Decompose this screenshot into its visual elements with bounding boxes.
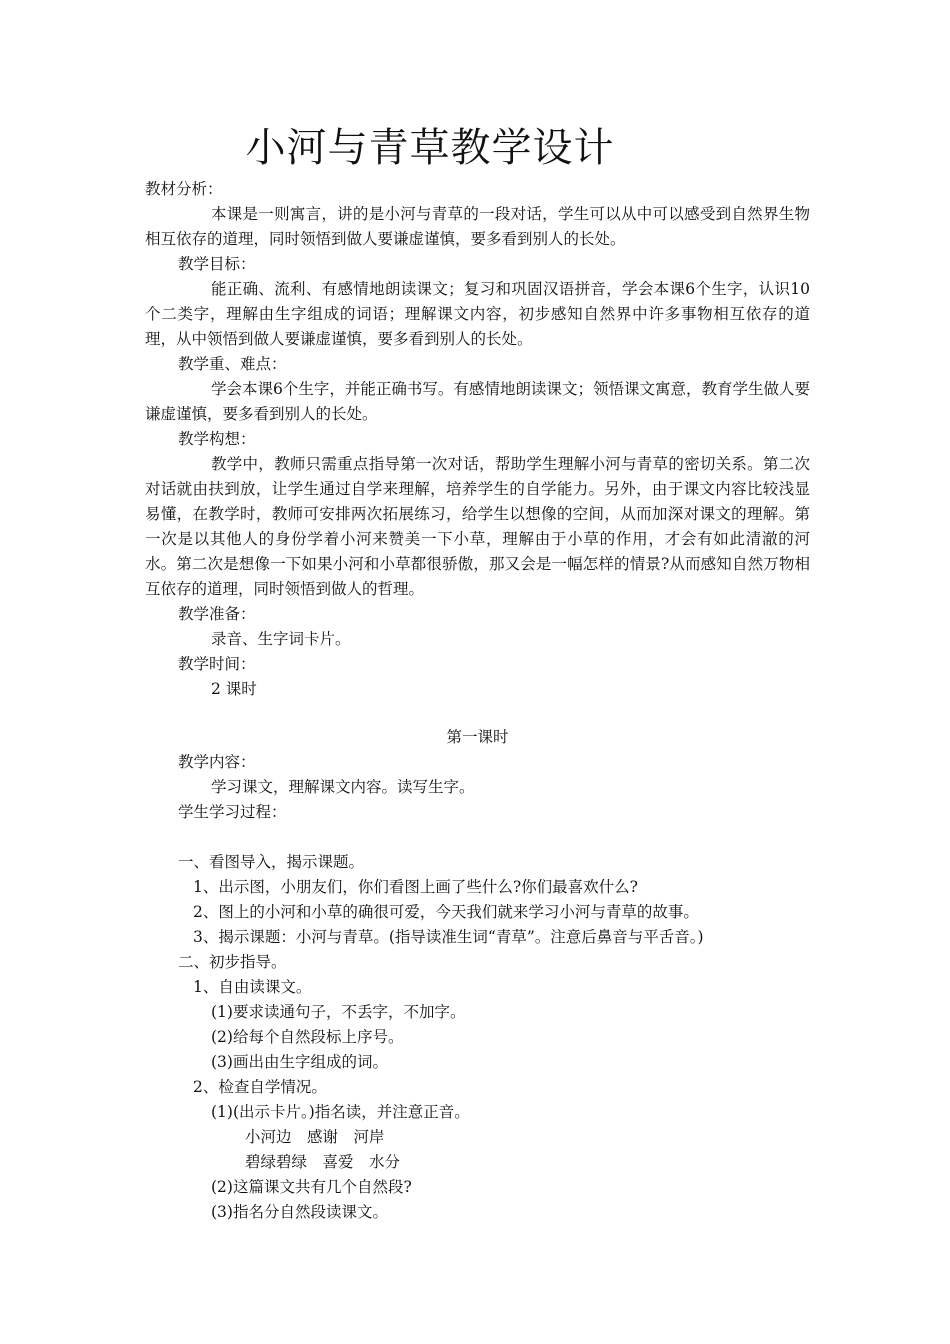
section-one: 一、看图导入，揭示课题。 [178,853,365,871]
key-heading: 教学重、难点： [178,355,287,373]
key-text: 学会本课6个生字，并能正确书写。有感情地朗读课文；领悟课文寓意，教育学生做人要谦虚谨慎，要多看到别人的长处。 [145,380,810,423]
word-list-1: 小河边 感谢 河岸 [245,1128,385,1146]
content-text: 学习课文，理解课文内容。读写生字。 [211,778,475,796]
section-two-item-2: 2、检查自学情况。 [193,1078,327,1096]
time-heading: 教学时间： [178,655,256,673]
goals-heading: 教学目标： [178,255,256,273]
section-two-item-2b: (2)这篇课文共有几个自然段? [211,1178,412,1196]
time-text: 2 课时 [211,680,257,698]
analysis-text: 本课是一则寓言，讲的是小河与青草的一段对话，学生可以从中可以感受到自然界生物相互依存的道理，同时领悟到做人要谦虚谨慎，要多看到别人的长处。 [145,205,810,248]
section-one-item-2: 2、图上的小河和小草的确很可爱，今天我们就来学习小河与青草的故事。 [193,903,699,921]
concept-text: 教学中，教师只需重点指导第一次对话，帮助学生理解小河与青草的密切关系。第二次对话就由扶到放，让学生通过自学来理解，培养学生的自学能力。另外，由于课文内容比较浅显易懂，在教学时，教师可安排两次拓展练习，给学生以想像的空间，从而加深对课文的理解。第一次是以其他人的身份学着小河来赞美一下小草，理解由于小草的作用，才会有如此清澈的河水。第二次是想像一下如果小河和小草都很骄傲，那又会是一幅怎样的情景?从而感知自然万物相互依存的道理，同时领悟到做人的哲理。 [145,455,810,598]
word-list-2: 碧绿碧绿 喜爱 水分 [245,1153,401,1171]
page-title: 小河与青草教学设计 [245,125,615,171]
section-two-item-1c: (3)画出由生字组成的词。 [211,1053,388,1071]
concept-heading: 教学构想： [178,430,256,448]
section-one-item-1: 1、出示图，小朋友们，你们看图上画了些什么?你们最喜欢什么? [193,878,638,896]
process-heading: 学生学习过程： [178,803,287,821]
content-heading: 教学内容： [178,753,256,771]
section-two: 二、初步指导。 [178,953,287,971]
lesson-one-heading: 第一课时 [446,728,509,746]
analysis-heading: 教材分析： [145,180,223,198]
section-one-item-3: 3、揭示课题：小河与青草。(指导读准生词“青草”。注意后鼻音与平舌音。) [193,928,704,946]
section-two-item-1a: (1)要求读通句子，不丢字，不加字。 [211,1003,466,1021]
section-two-item-2c: (3)指名分自然段读课文。 [211,1203,388,1221]
section-two-item-2a: (1)(出示卡片。)指名读，并注意正音。 [211,1103,470,1121]
section-two-item-1b: (2)给每个自然段标上序号。 [211,1028,404,1046]
prep-text: 录音、生字词卡片。 [211,630,351,648]
section-two-item-1: 1、自由读课文。 [193,978,312,996]
goals-text: 能正确、流利、有感情地朗读课文；复习和巩固汉语拼音，学会本课6个生字，认识10个二类字，理解由生字组成的词语；理解课文内容，初步感知自然界中许多事物相互依存的道理，从中领悟到做人要谦虚谨慎，要多看到别人的长处。 [145,280,810,348]
prep-heading: 教学准备： [178,605,256,623]
